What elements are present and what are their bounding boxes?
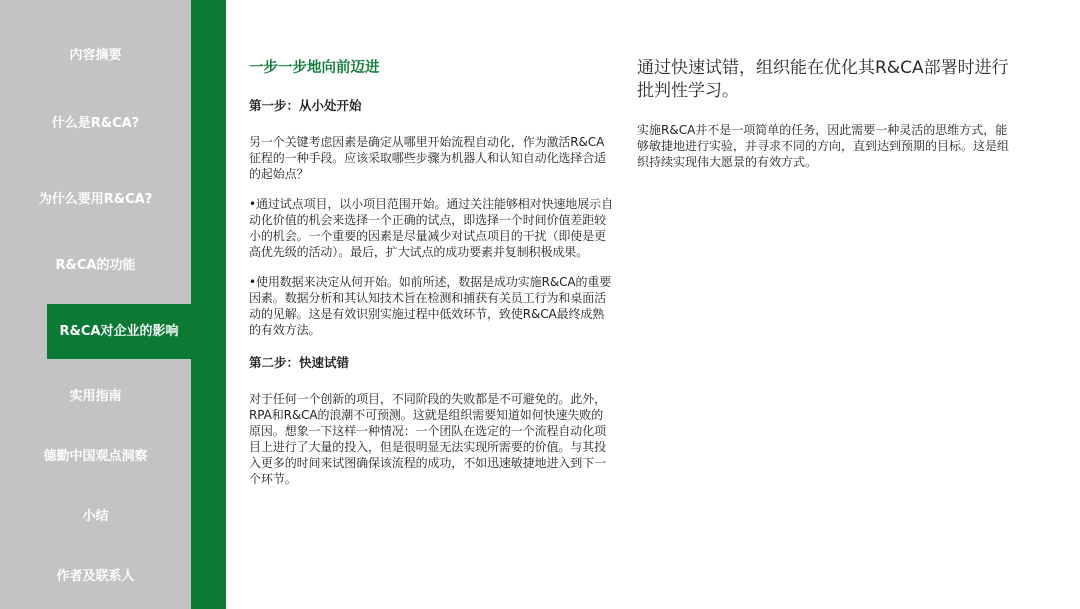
pull-quote-headline: 通过快速试错，组织能在优化其R&CA部署时进行批判性学习。 <box>637 58 1009 101</box>
nav-item-practical-guide[interactable]: 实用指南 <box>69 389 122 404</box>
nav-item-conclusion[interactable]: 小结 <box>82 509 109 524</box>
paragraph-start-point: 另一个关键考虑因素是确定从哪里开始流程自动化，作为激活R&CA征程的一种手段。应该采取哪些步骤为机器人和认知自动化选择合适的起始点？ <box>249 135 607 181</box>
step2-title: 第二步：快速试错 <box>249 355 350 370</box>
left-column <box>249 58 613 487</box>
nav-item-summary[interactable]: 内容摘要 <box>69 48 122 63</box>
nav-item-authors-contacts[interactable]: 作者及联系人 <box>56 569 135 584</box>
right-column <box>637 57 1009 170</box>
nav-item-why-rca[interactable]: 为什么要用R&CA? <box>38 192 153 207</box>
accent-bar <box>191 0 226 609</box>
section-title: 一步一步地向前迈进 <box>249 60 380 76</box>
nav-item-rca-functions[interactable]: R&CA的功能 <box>55 258 136 273</box>
paragraph-data: •使用数据来决定从何开始。如前所述，数据是成功实施R&CA的重要因素。数据分析和其认知技术旨在检测和捕获有关员工行为和桌面活动的见解。这是有效识别实施过程中低效环节，致使R&CA最终成熟的有效方法。 <box>249 275 612 337</box>
nav-item-label: R&CA对企业的影响 <box>59 323 179 339</box>
paragraph-fail-fast: 对于任何一个创新的项目，不同阶段的失败都是不可避免的。此外，RPA和R&CA的浪潮不可预测。这就是组织需要知道如何快速失败的原因。想象一下这样一种情况：一个团队在选定的一个流程自动化项目上进行了大量的投入，但是很明显无法实现所需要的价值。与其投入更多的时间来试图确保该流程的成功，不如迅速敏捷地进入到下一个环节。 <box>249 392 607 486</box>
nav-item-what-is-rca[interactable]: 什么是R&CA? <box>51 116 140 131</box>
nav-item-deloitte-insights[interactable]: 德勤中国观点洞察 <box>43 449 148 464</box>
nav-item-rca-impact[interactable] <box>47 304 191 359</box>
step1-title: 第一步：从小处开始 <box>249 98 362 113</box>
paragraph-pilot: •通过试点项目，以小项目范围开始。通过关注能够相对快速地展示自动化价值的机会来选择一个正确的试点，即选择一个时间价值差距较小的机会。一个重要的因素是尽量减少对试点项目的干扰（即使是更高优先级的活动）。最后，扩大试点的成功要素并复制积极成果。 <box>249 197 613 259</box>
right-paragraph: 实施R&CA并不是一项简单的任务，因此需要一种灵活的思维方式，能够敏捷地进行实验，并寻求不同的方向，直到达到预期的目标。这是组织持续实现伟大愿景的有效方式。 <box>637 123 1010 169</box>
